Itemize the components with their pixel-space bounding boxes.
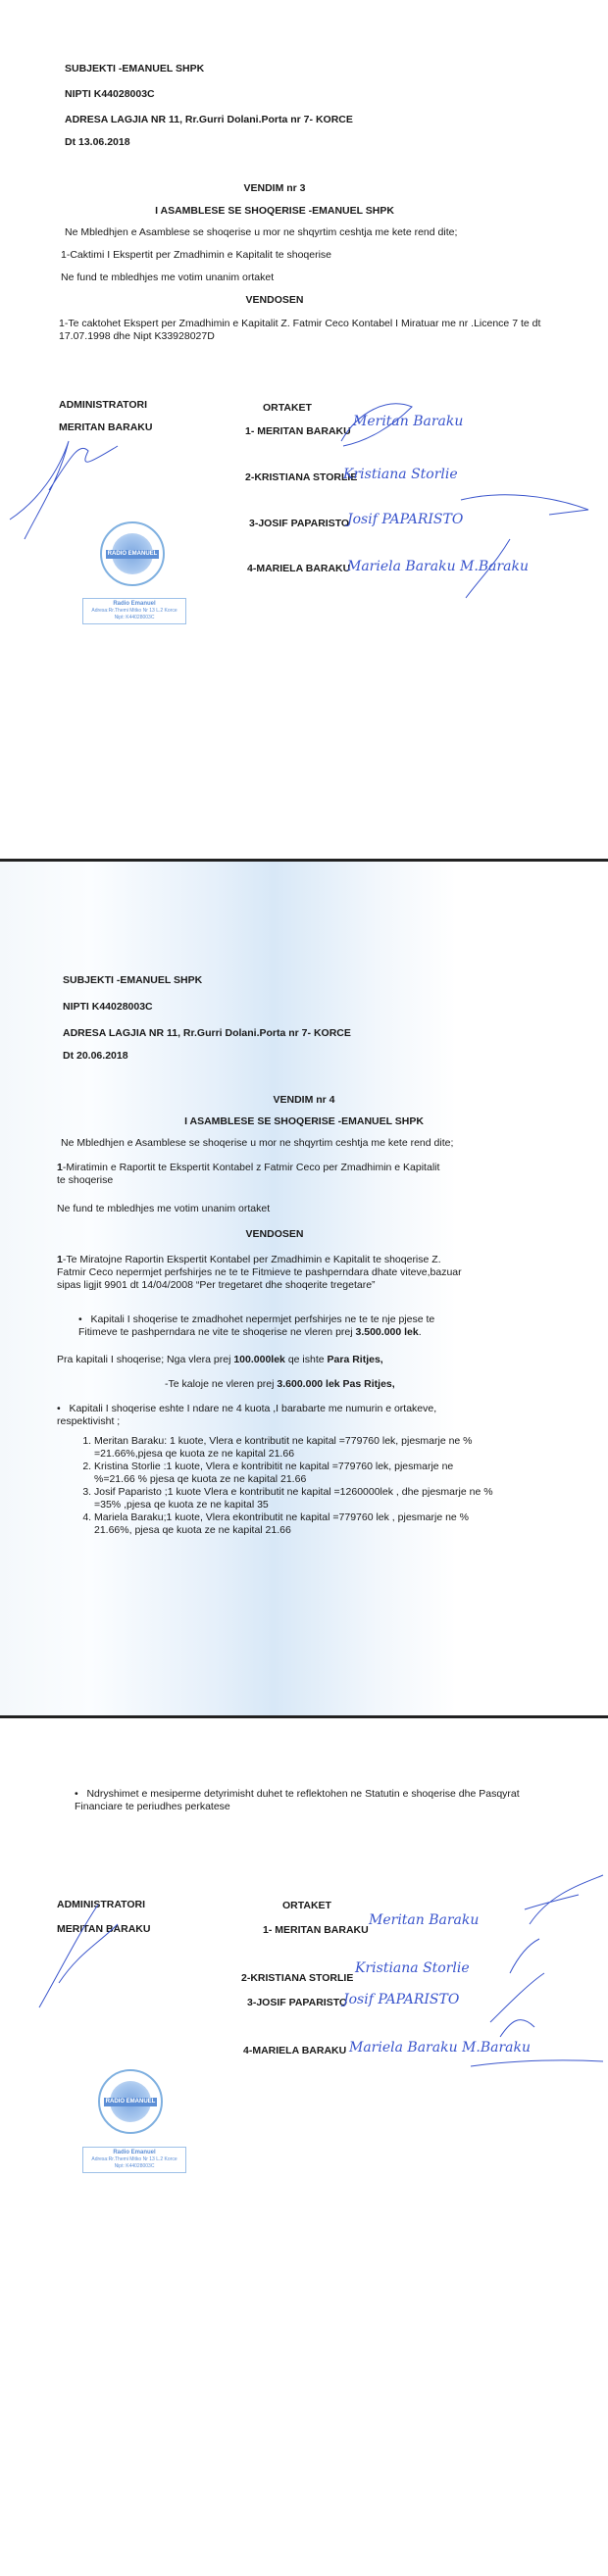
decision-text: 1-Te caktohet Ekspert per Zmadhimin e Kapitalit Z. Fatmir Ceco Kontabel I Miratuar me nr .Licence 7 te dt 17.07.1998 dhe Nipt K33928027D bbox=[59, 318, 541, 342]
decision-title: VENDIM nr 3 bbox=[243, 182, 306, 194]
subject-line: SUBJEKTI -EMANUEL SHPK bbox=[63, 974, 203, 986]
quota-bullet: • Kapitali I shoqerise eshte I ndare ne 4 kuota ,I barabarte me numurin e ortakeve, respektivisht ; bbox=[57, 1403, 437, 1427]
partners-label: ORTAKET bbox=[263, 402, 312, 414]
nipt-line: NIPTI K44028003C bbox=[63, 1001, 153, 1013]
partner-1: 1- MERITAN BARAKU bbox=[245, 425, 351, 437]
signature-partner-3: Josif PAPARISTO bbox=[343, 1992, 460, 2007]
decision-subtitle: I ASAMBLESE SE SHOQERISE -EMANUEL SHPK bbox=[184, 1115, 424, 1127]
company-seal: RADIO EMANUEL bbox=[98, 2069, 163, 2134]
decision-text: 1-Te Miratojne Raportin Ekspertit Kontabel per Zmadhimin e Kapitalit te shoqerise Z. Fatmir Ceco nepermjet perfshirjes ne te te Fitmieve te pashperndara dhate viteve,bazuar sipas ligjit 9901 dt 14/04/2008 “Per tregetaret dhe shoqerite tregetare” bbox=[57, 1254, 462, 1291]
decided-heading: VENDOSEN bbox=[245, 294, 304, 306]
partner-2: 2-KRISTIANA STORLIE bbox=[245, 471, 358, 483]
share-item: 2. Kristina Storlie :1 kuote, Vlera e kontribitit ne kapital =779760 lek, pjesmarje ne %=21.66 % pjesa qe kuota ze ne kapital 21.66 bbox=[94, 1461, 496, 1486]
intro-text: Ne Mbledhjen e Asamblese se shoqerise u mor ne shqyrtim ceshtja me kete rend dite; bbox=[61, 1137, 454, 1149]
closing-text: Ne fund te mbledhjes me votim unanim ortaket bbox=[61, 272, 275, 283]
subject-line: SUBJEKTI -EMANUEL SHPK bbox=[65, 63, 205, 74]
signature-partner-4: Mariela Baraku M.Baraku bbox=[349, 2040, 531, 2056]
capital-increase-bullet: • Kapitali I shoqerise te zmadhohet nepermjet perfshirjes ne te te nje pjese te Fitimeve te pashperndara ne vite te shoqerise ne vleren prej 3.500.000 lek. bbox=[78, 1313, 435, 1338]
share-item: 4. Mariela Baraku;1 kuote, Vlera ekontributit ne kapital =779760 lek , pjesmarje ne % 21.66%, pjesa qe kuota ze ne kapital 21.66 bbox=[94, 1511, 496, 1537]
date-line: Dt 20.06.2018 bbox=[63, 1050, 128, 1062]
document-page-3 bbox=[0, 1718, 608, 2576]
share-item: 3. Josif Paparisto ;1 kuote Vlera e kontributit ne kapital =1260000lek , dhe pjesmarje ne % =35% ,pjesa qe kuota ze ne kapital 35 bbox=[94, 1486, 496, 1511]
decision-subtitle: I ASAMBLESE SE SHOQERISE -EMANUEL SHPK bbox=[155, 205, 394, 217]
document-page-1 bbox=[0, 0, 608, 859]
signature-partner-3: Josif PAPARISTO bbox=[347, 512, 464, 527]
document-page-2 bbox=[0, 859, 608, 1718]
partners-label: ORTAKET bbox=[282, 1900, 331, 1911]
capital-before: Pra kapitali I shoqerise; Nga vlera prej 100.000lek qe ishte Para Ritjes, bbox=[57, 1354, 383, 1365]
amendment-bullet: • Ndryshimet e mesiperme detyrimisht duhet te reflektohen ne Statutin e shoqerise dhe Pasqyrat Financiare te periudhes perkatese bbox=[75, 1788, 520, 1812]
administrator-name: MERITAN BARAKU bbox=[57, 1923, 151, 1935]
closing-text: Ne fund te mbledhjes me votim unanim ortaket bbox=[57, 1203, 271, 1214]
capital-after: -Te kaloje ne vleren prej 3.600.000 lek Pas Ritjes, bbox=[165, 1378, 395, 1390]
signature-partner-1: Meritan Baraku bbox=[369, 1912, 480, 1928]
nipt-line: NIPTI K44028003C bbox=[65, 88, 155, 100]
company-stamp-box: Radio Emanuel Adresa:Rr.Themi Mitko Nr 13 L.2 Korce Nipt: K44028003C bbox=[82, 598, 186, 624]
company-seal: RADIO EMANUEL bbox=[100, 521, 165, 586]
signature-partner-1: Meritan Baraku bbox=[353, 414, 464, 429]
partner-3: 3-JOSIF PAPARISTO bbox=[249, 518, 350, 529]
partner-3: 3-JOSIF PAPARISTO bbox=[247, 1997, 348, 2008]
company-stamp-box: Radio Emanuel Adresa:Rr.Themi Mitko Nr 13 L.2 Korce Nipt: K44028003C bbox=[82, 2147, 186, 2173]
administrator-label: ADMINISTRATORI bbox=[57, 1899, 146, 1910]
administrator-label: ADMINISTRATORI bbox=[59, 399, 148, 411]
address-line: ADRESA LAGJIA NR 11, Rr.Gurri Dolani.Porta nr 7- KORCE bbox=[63, 1027, 351, 1039]
date-line: Dt 13.06.2018 bbox=[65, 136, 130, 148]
signature-partner-4: Mariela Baraku M.Baraku bbox=[347, 559, 529, 574]
address-line: ADRESA LAGJIA NR 11, Rr.Gurri Dolani.Porta nr 7- KORCE bbox=[65, 114, 353, 125]
agenda-item: 1-Caktimi I Ekspertit per Zmadhimin e Kapitalit te shoqerise bbox=[61, 249, 332, 261]
agenda-item: 1-Miratimin e Raportit te Ekspertit Kontabel z Fatmir Ceco per Zmadhimin e Kapitalit te shoqerise bbox=[57, 1162, 440, 1186]
signature-partner-2: Kristiana Storlie bbox=[355, 1960, 470, 1976]
intro-text: Ne Mbledhjen e Asamblese se shoqerise u mor ne shqyrtim ceshtja me kete rend dite; bbox=[65, 226, 458, 238]
decided-heading: VENDOSEN bbox=[245, 1228, 304, 1240]
partner-4: 4-MARIELA BARAKU bbox=[247, 563, 351, 574]
partner-2: 2-KRISTIANA STORLIE bbox=[241, 1972, 354, 1984]
partner-1: 1- MERITAN BARAKU bbox=[263, 1924, 369, 1936]
share-item: 1. Meritan Baraku: 1 kuote, Vlera e kontributit ne kapital =779760 lek, pjesmarje ne % =21.66%,pjesa qe kuota ze ne kapital 21.66 bbox=[94, 1435, 496, 1461]
shares-list bbox=[76, 1435, 496, 1537]
signature-partner-2: Kristiana Storlie bbox=[343, 467, 458, 482]
partner-4: 4-MARIELA BARAKU bbox=[243, 2045, 347, 2056]
administrator-name: MERITAN BARAKU bbox=[59, 421, 153, 433]
decision-title: VENDIM nr 4 bbox=[273, 1094, 335, 1106]
